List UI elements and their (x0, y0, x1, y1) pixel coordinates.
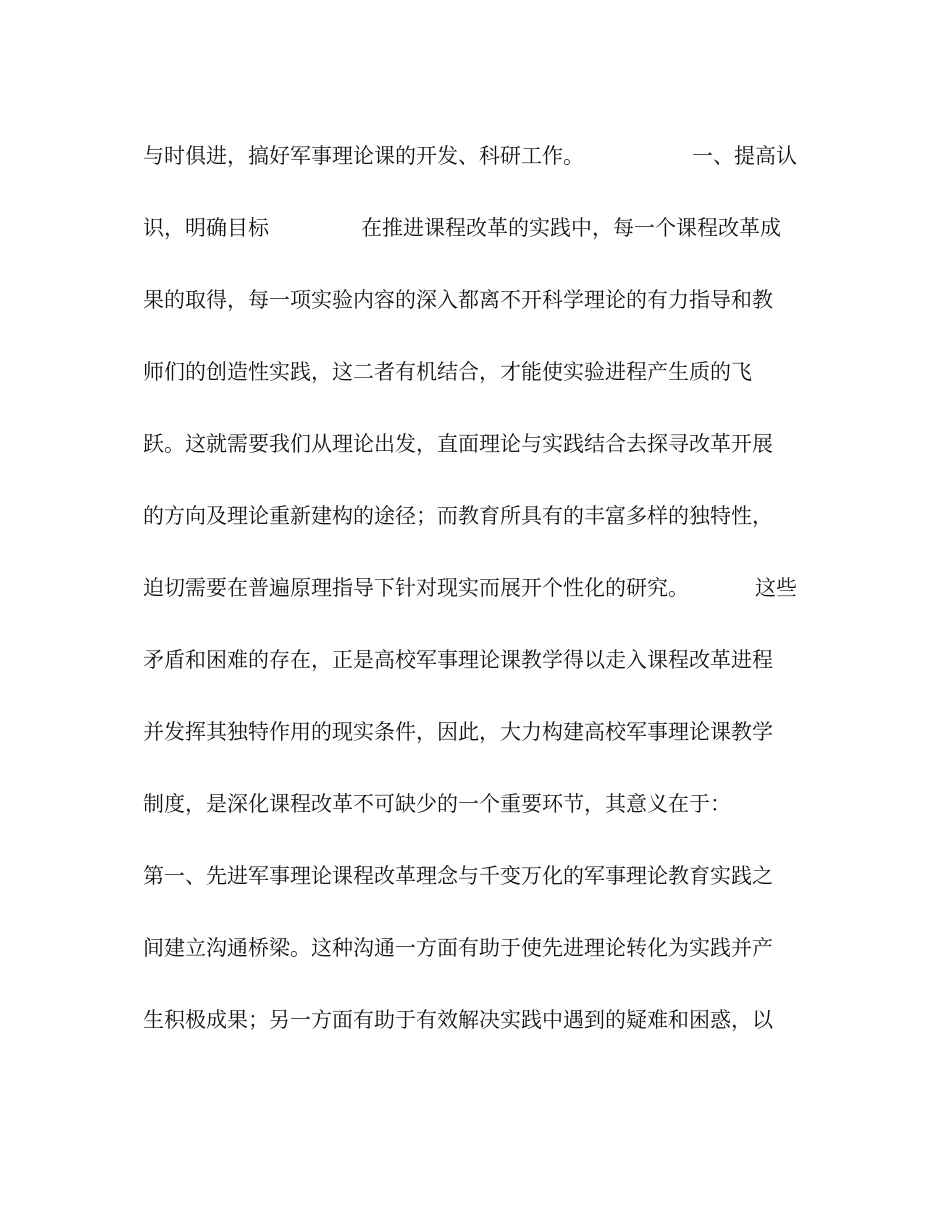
text-line-10: 制度，是深化课程改革不可缺少的一个重要环节，其意义在于： (143, 792, 731, 816)
text-line-6: 的方向及理论重新建构的途径；而教育所具有的丰富多样的独特性， (143, 504, 773, 528)
line-2-right: 在推进课程改革的实践中，每一个课程改革成 (361, 216, 781, 240)
text-line-5: 跃。这就需要我们从理论出发，直面理论与实践结合去探寻改革开展 (143, 432, 773, 456)
text-line-11: 第一、先进军事理论课程改革理念与千变万化的军事理论教育实践之 (143, 864, 773, 888)
line-7-right: 这些 (755, 576, 797, 600)
text-line-2 (143, 210, 797, 246)
text-line-7 (143, 570, 797, 606)
text-line-12: 间建立沟通桥梁。这种沟通一方面有助于使先进理论转化为实践并产 (143, 936, 773, 960)
text-line-8: 矛盾和困难的存在，正是高校军事理论课教学得以走入课程改革进程 (143, 648, 773, 672)
line-1-right: 一、提高认 (692, 144, 797, 168)
text-line-4: 师们的创造性实践，这二者有机结合，才能使实验进程产生质的飞 (143, 360, 752, 384)
text-line-3: 果的取得，每一项实验内容的深入都离不开科学理论的有力指导和教 (143, 288, 773, 312)
text-line-1 (143, 138, 797, 174)
text-line-13: 生积极成果；另一方面有助于有效解决实践中遇到的疑难和困惑，以 (143, 1008, 773, 1032)
line-1-left: 与时俱进，搞好军事理论课的开发、科研工作。 (143, 144, 584, 168)
line-2-left: 识，明确目标 (143, 216, 269, 240)
text-line-9: 并发挥其独特作用的现实条件，因此，大力构建高校军事理论课教学 (143, 720, 773, 744)
line-7-left: 迫切需要在普遍原理指导下针对现实而展开个性化的研究。 (143, 576, 689, 600)
